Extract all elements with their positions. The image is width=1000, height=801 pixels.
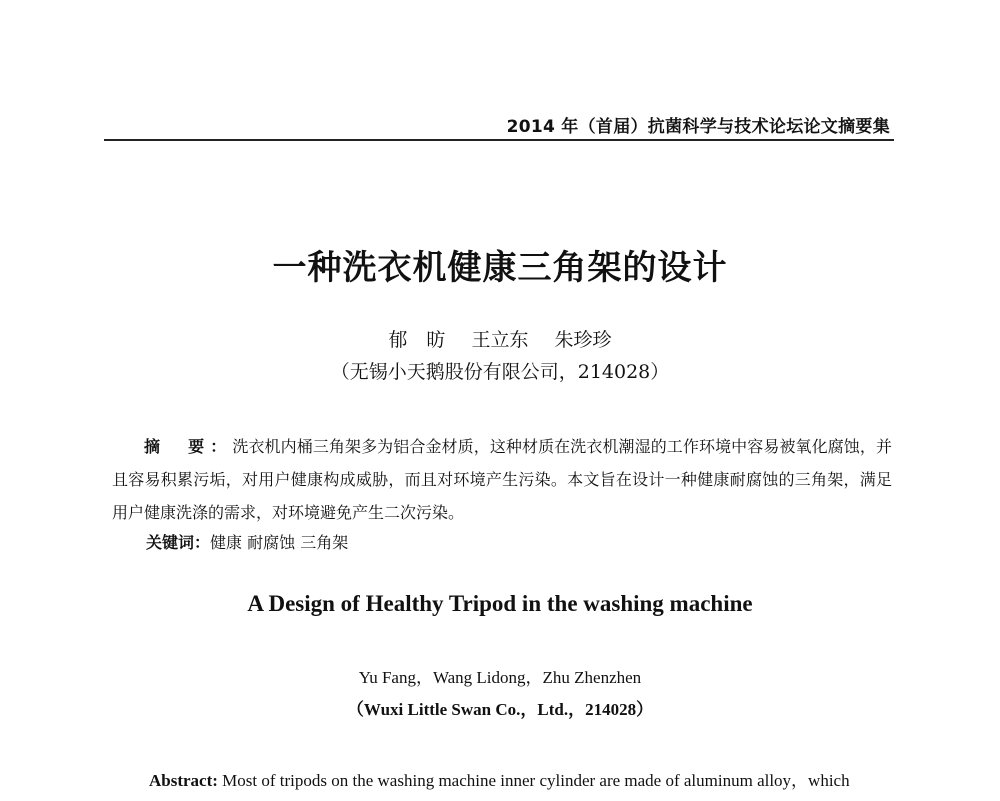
abstract-en <box>149 766 899 791</box>
paper-title-en: A Design of Healthy Tripod in the washing machine <box>247 591 753 616</box>
abstract-en-text: Most of tripods on the washing machine inner cylinder are made of aluminum alloy，which <box>217 771 850 790</box>
abstract-cn <box>112 430 892 529</box>
keywords-cn-label: 关键词： <box>146 533 211 552</box>
abstract-cn-label: 摘 要： <box>144 437 233 456</box>
abstract-cn-text: 洗衣机内桶三角架多为铝合金材质，这种材质在洗衣机潮湿的工作环境中容易被氧化腐蚀，并且容易积累污垢，对用户健康构成威胁，而且对环境产生污染。本文旨在设计一种健康耐腐蚀的三角架，满足用户健康洗涤的需求，对环境避免产生二次污染。 <box>112 437 892 522</box>
header-rule <box>104 139 894 141</box>
paper-title-cn: 一种洗衣机健康三角架的设计 <box>272 248 728 288</box>
authors-cn <box>0 325 1000 352</box>
keywords-cn <box>146 530 348 553</box>
author-cn: 郁 昉 <box>388 329 446 351</box>
abstract-en-label: Abstract: <box>149 771 218 790</box>
author-cn: 朱珍珍 <box>554 329 612 351</box>
running-header: 2014 年（首届）抗菌科学与技术论坛论文摘要集 <box>506 117 890 137</box>
author-cn: 王立东 <box>471 329 529 351</box>
keywords-cn-text: 健康 耐腐蚀 三角架 <box>210 533 349 552</box>
affiliation-cn: （无锡小天鹅股份有限公司，214028） <box>330 361 670 383</box>
affiliation-en: （Wuxi Little Swan Co.，Ltd.，214028） <box>346 700 654 719</box>
authors-en: Yu Fang，Wang Lidong，Zhu Zhenzhen <box>358 668 642 687</box>
